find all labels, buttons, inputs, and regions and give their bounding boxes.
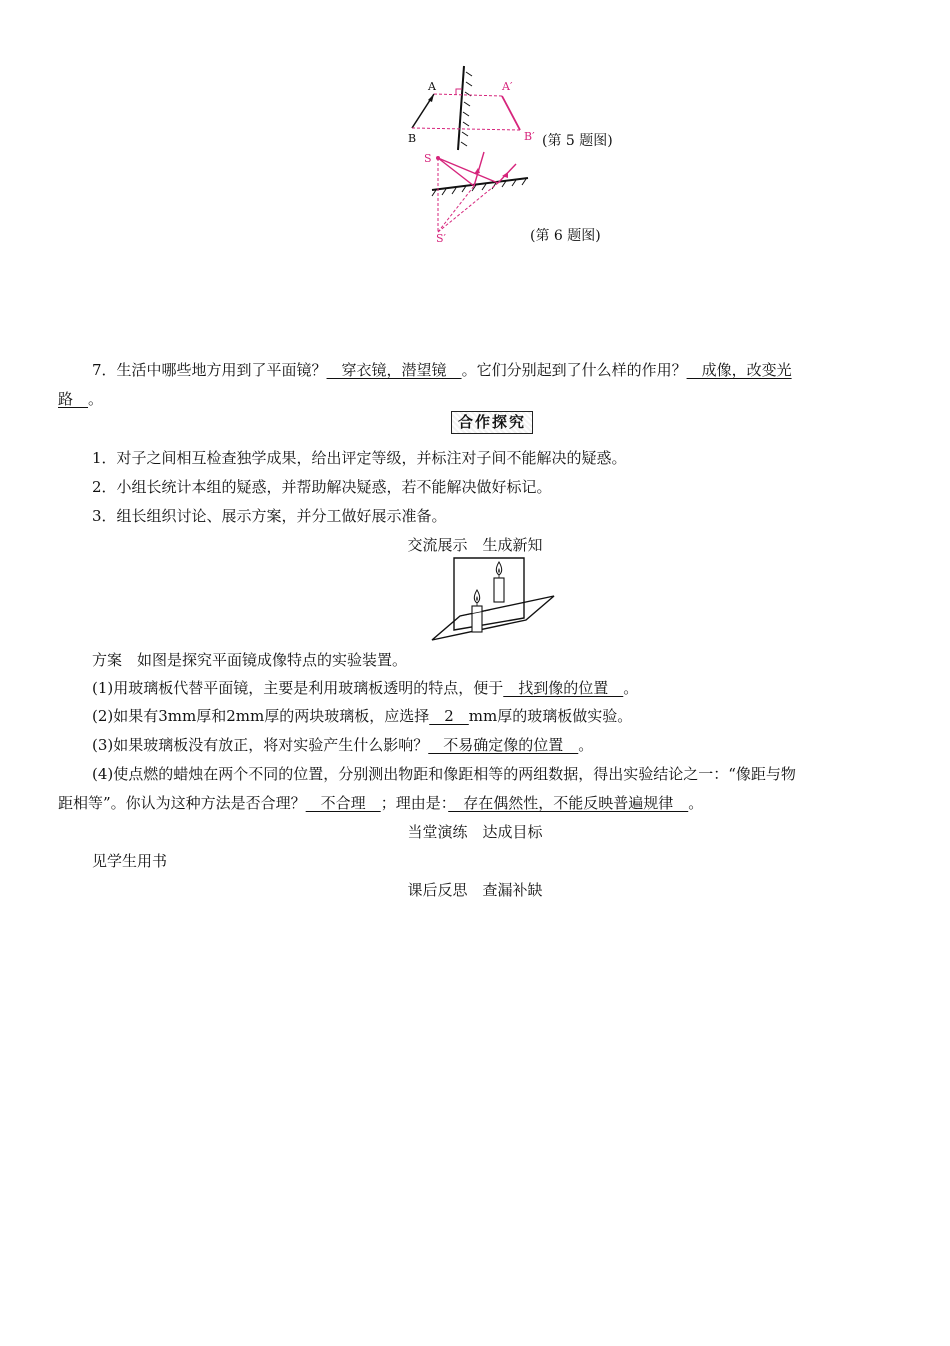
plan-4-mid: ；理由是：: [380, 794, 449, 812]
plan-1-answer: 找到像的位置: [503, 679, 624, 697]
plan-item-3: [92, 735, 593, 755]
fig5-label-b-prime: B′: [524, 130, 535, 143]
heading-practice: 当堂演练 达成目标: [407, 823, 543, 841]
plan-1-text: (1)用玻璃板代替平面镜，主要是利用玻璃板透明的特点，便于: [92, 679, 504, 697]
plan-intro: 方案 如图是探究平面镜成像特点的实验装置。: [92, 651, 408, 669]
plan-item-4-line-2: [58, 793, 703, 813]
mirror-experiment-diagram: [430, 556, 556, 642]
fig5-label-a: A: [428, 80, 436, 93]
plan-1-end: 。: [623, 679, 639, 697]
figure-5-diagram: [400, 62, 550, 152]
coop-step-1: 1．对子之间相互检查独学成果，给出评定等级，并标注对子间不能解决的疑惑。: [92, 449, 627, 467]
see-student-book: 见学生用书: [92, 852, 168, 870]
q7-text-2: 。它们分别起到了什么样的作用？: [461, 361, 687, 379]
plan-4-text: 距相等”。你认为这种方法是否合理？: [58, 794, 306, 812]
plan-2-text: (2)如果有3mm厚和2mm厚的两块玻璃板，应选择: [92, 707, 430, 725]
plan-4-answer-2: 存在偶然性，不能反映普遍规律: [448, 794, 689, 812]
plan-item-2: [92, 706, 632, 726]
fig5-label-b: B: [408, 132, 417, 145]
plan-4-end: 。: [688, 794, 704, 812]
question-7-line-1: [92, 360, 792, 380]
figure-6-diagram: [418, 148, 530, 244]
q7-text-3: 。: [88, 390, 104, 408]
figure-5-caption: (第 5 题图): [542, 133, 613, 149]
plan-2-end: mm厚的玻璃板做实验。: [468, 707, 633, 725]
coop-step-2: 2．小组长统计本组的疑惑，并帮助解决疑惑，若不能解决做好标记。: [92, 478, 552, 496]
q7-answer-2a: 成像，改变光: [686, 361, 792, 379]
question-7-line-2: [58, 389, 103, 409]
q7-text-1: 7．生活中哪些地方用到了平面镜？: [92, 361, 327, 379]
fig6-label-s: S: [424, 152, 432, 165]
plan-4-answer-1: 不合理: [305, 794, 381, 812]
plan-3-end: 。: [578, 736, 594, 754]
plan-3-answer: 不易确定像的位置: [428, 736, 579, 754]
plan-2-answer: 2: [429, 707, 469, 725]
heading-reflect: 课后反思 查漏补缺: [407, 881, 543, 899]
section-badge-cooperative-inquiry: [451, 411, 533, 434]
q7-answer-1: 穿衣镜，潜望镜: [326, 361, 462, 379]
fig5-label-a-prime: A′: [502, 80, 513, 93]
plan-item-4-line-1: (4)使点燃的蜡烛在两个不同的位置，分别测出物距和像距相等的两组数据，得出实验结论之一：“像距与物: [92, 765, 796, 783]
plan-item-1: [92, 678, 638, 698]
heading-exchange: 交流展示 生成新知: [407, 536, 543, 554]
plan-3-text: (3)如果玻璃板没有放正，将对实验产生什么影响？: [92, 736, 429, 754]
section-badge-label: 合作探究: [457, 413, 526, 431]
coop-step-3: 3．组长组织讨论、展示方案，并分工做好展示准备。: [92, 507, 447, 525]
figure-6-caption: (第 6 题图): [530, 228, 601, 244]
q7-answer-2b: 路: [58, 390, 89, 408]
fig6-label-s-prime: S′: [436, 232, 447, 244]
